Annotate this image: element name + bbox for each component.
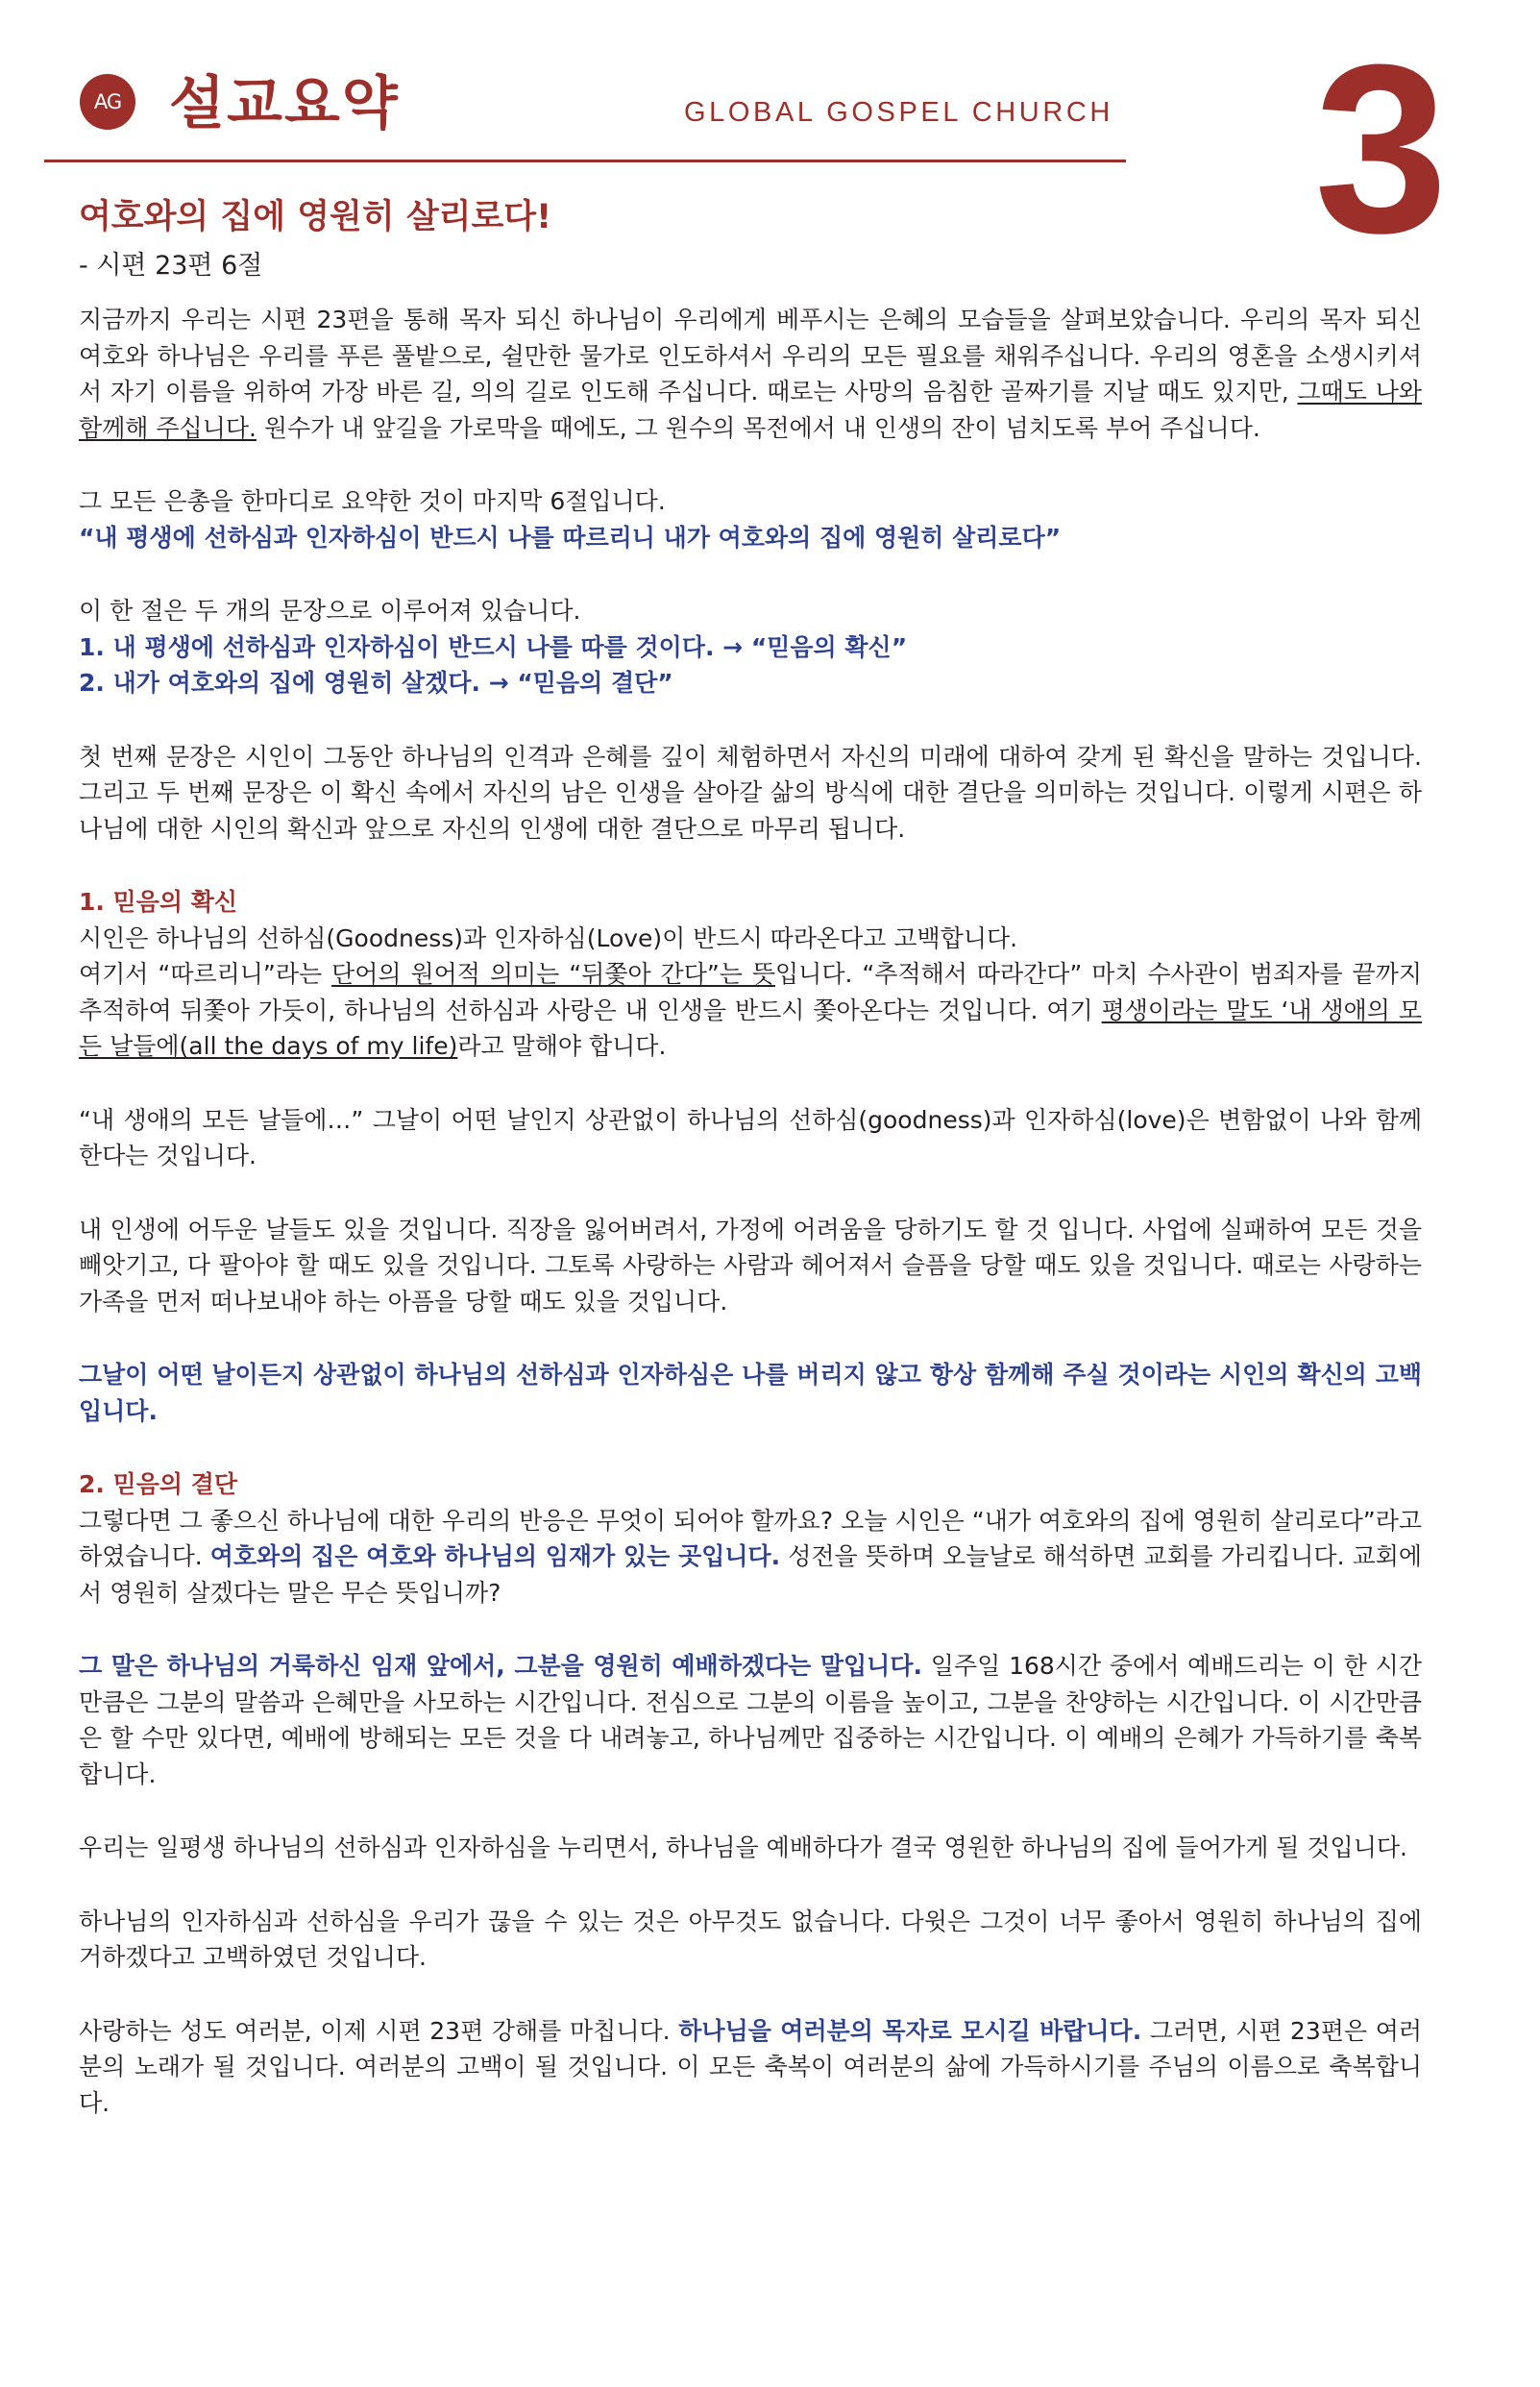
text-run: 시인은 하나님의 선하심(Goodness)과 인자하심(Love)이 반드시 따라온다고 고백합니다. xyxy=(79,923,1018,952)
paragraph-intro xyxy=(79,302,1422,446)
section-heading: 2. 믿음의 결단 xyxy=(79,1470,238,1498)
paragraph-summary xyxy=(79,483,1422,555)
logo-text: AG xyxy=(93,90,122,113)
underlined-text: 단어의 원어적 의미는 “뒤쫓아 간다”는 뜻 xyxy=(331,960,776,988)
text-run: 입니다. “추적해서 따라간다” 마치 수사관이 범죄자를 끝까지 추적하여 뒤쫓아 가듯이, 하나님의 선하심과 사랑은 내 인생을 반드시 쫓아온다는 것입니다. 여기 xyxy=(79,960,1423,1024)
paragraph-dark-days: 내 인생에 어두운 날들도 있을 것입니다. 직장을 잃어버려서, 가정에 어려움을 당하기도 할 것 입니다. 사업에 실패하여 모든 것을 빼앗기고, 다 팔아야 할 때도 있을 것입니다. 그토록 사랑하는 사람과 헤어져서 슬픔을 당할 때도 있을 것입니다. 때로는 사랑하는 가족을 먼저 떠나보내야 하는 아픔을 당할 때도 있을 것입니다. xyxy=(79,1215,1422,1316)
church-name: GLOBAL GOSPEL CHURCH xyxy=(684,97,1113,128)
paragraph-all-days: “내 생애의 모든 날들에…” 그날이 어떤 날인지 상관없이 하나님의 선하심(goodness)과 인자하심(love)은 변함없이 나와 함께 한다는 것입니다. xyxy=(79,1105,1422,1169)
issue-number: 3 xyxy=(1314,14,1449,283)
text-run: 성전을 뜻하며 오늘날로 해석하면 교회를 가리킵니다. 교회에서 영원히 살겠다는 말은 무슨 뜻입니까? xyxy=(79,1542,1422,1607)
paragraph-lifetime: 우리는 일평생 하나님의 선하심과 인자하심을 누리면서, 하나님을 예배하다가 결국 영원한 하나님의 집에 들어가게 될 것입니다. xyxy=(79,1833,1407,1861)
emphasis-text: 하나님을 여러분의 목자로 모시길 바랍니다. xyxy=(678,2016,1142,2045)
paragraph-worship xyxy=(79,1648,1422,1792)
page-title: 설교요약 xyxy=(169,70,400,137)
text-run: 사랑하는 성도 여러분, 이제 시편 23편 강해를 마칩니다. xyxy=(79,2016,679,2045)
point-one: 1. 내 평생에 선하심과 인자하심이 반드시 나를 따를 것이다. → “믿음의 확신” xyxy=(79,632,908,661)
text-run: 원수가 내 앞길을 가로막을 때에도, 그 원수의 목전에서 내 인생의 잔이 넘치도록 부어 주십니다. xyxy=(256,413,1260,442)
header-divider xyxy=(44,160,1126,162)
section-one xyxy=(79,884,1422,1065)
paragraph-two-sentences xyxy=(79,593,1422,701)
point-two: 2. 내가 여호와의 집에 영원히 살겠다. → “믿음의 결단” xyxy=(79,669,673,697)
section-heading: 1. 믿음의 확신 xyxy=(79,888,238,916)
text-run: 이 한 절은 두 개의 문장으로 이루어져 있습니다. xyxy=(79,597,581,625)
text-run: 일주일 168시간 중에서 예배드리는 이 한 시간만큼은 그분의 말씀과 은혜만을 사모하는 시간입니다. 전심으로 그분의 이름을 높이고, 그분을 찬양하는 시간입니다. 이 시간만큼은 할 수만 있다면, 예배에 방해되는 모든 것을 다 내려놓고, 하나님께만 집중하는 시간입니다. 이 예배의 은혜가 가득하기를 축복합니다. xyxy=(79,1652,1422,1788)
paragraph-explanation: 첫 번째 문장은 시인이 그동안 하나님의 인격과 은혜를 깊이 체험하면서 자신의 미래에 대하여 갖게 된 확신을 말하는 것입니다. 그리고 두 번째 문장은 이 확신 속에서 자신의 남은 인생을 살아갈 삶의 방식에 대한 결단을 의미하는 것입니다. 이렇게 시편은 하나님에 대한 시인의 확신과 앞으로 자신의 인생에 대한 결단으로 마무리 됩니다. xyxy=(79,742,1422,843)
emphasis-confession: 그날이 어떤 날이든지 상관없이 하나님의 선하심과 인자하심은 나를 버리지 않고 항상 함께해 주실 것이라는 시인의 확신의 고백입니다. xyxy=(79,1361,1422,1425)
text-run: 여기서 “따르리니”라는 xyxy=(79,960,332,988)
paragraph-closing xyxy=(79,2013,1422,2122)
underlined-text: 평생이라는 말도 ‘내 생애의 모든 날들에(all the days of my life) xyxy=(79,996,1422,1060)
section-two xyxy=(79,1466,1422,1611)
emphasis-text: 여호와의 집은 여호와 하나님의 임재가 있는 곳입니다. xyxy=(209,1542,781,1570)
paragraph-david: 하나님의 인자하심과 선하심을 우리가 끊을 수 있는 것은 아무것도 없습니다. 다윗은 그것이 너무 좋아서 영원히 하나님의 집에 거하겠다고 고백하였던 것입니다. xyxy=(79,1907,1422,1971)
underlined-text: 그때도 나와 함께해 주십니다. xyxy=(79,378,1422,442)
sermon-title: 여호와의 집에 영원히 살리로다! xyxy=(79,198,552,236)
sermon-body xyxy=(79,302,1422,2158)
church-logo xyxy=(80,74,135,130)
scripture-reference: - 시편 23편 6절 xyxy=(79,251,263,281)
text-run: 라고 말해야 합니다. xyxy=(457,1032,667,1060)
text-run: 지금까지 우리는 시편 23편을 통해 목자 되신 하나님이 우리에게 베푸시는 은혜의 모습들을 살펴보았습니다. 우리의 목자 되신 여호와 하나님은 우리를 푸른 풀밭으로, 쉴만한 물가로 인도하셔서 우리의 모든 필요를 채워주십니다. 우리의 영혼을 소생시키셔서 자기 이름을 위하여 가장 바른 길, 의의 길로 인도해 주십니다. 때로는 사망의 음침한 골짜기를 지날 때도 있지만, xyxy=(79,306,1422,406)
text-run: 그 모든 은총을 한마디로 요약한 것이 마지막 6절입니다. xyxy=(79,487,666,515)
text-run: 그렇다면 그 좋으신 하나님에 대한 우리의 반응은 무엇이 되어야 할까요? 오늘 시인은 “내가 여호와의 집에 영원히 살리로다”라고 하였습니다. xyxy=(79,1506,1422,1570)
verse-quote: “내 평생에 선하심과 인자하심이 반드시 나를 따르리니 내가 여호와의 집에 영원히 살리로다” xyxy=(79,523,1062,552)
text-run: 그러면, 시편 23편은 여러분의 노래가 될 것입니다. 여러분의 고백이 될 것입니다. 이 모든 축복이 여러분의 삶에 가득하시기를 주님의 이름으로 축복합니다. xyxy=(79,2016,1423,2117)
emphasis-text: 그 말은 하나님의 거룩하신 임재 앞에서, 그분을 영원히 예배하겠다는 말입니다. xyxy=(79,1652,922,1680)
